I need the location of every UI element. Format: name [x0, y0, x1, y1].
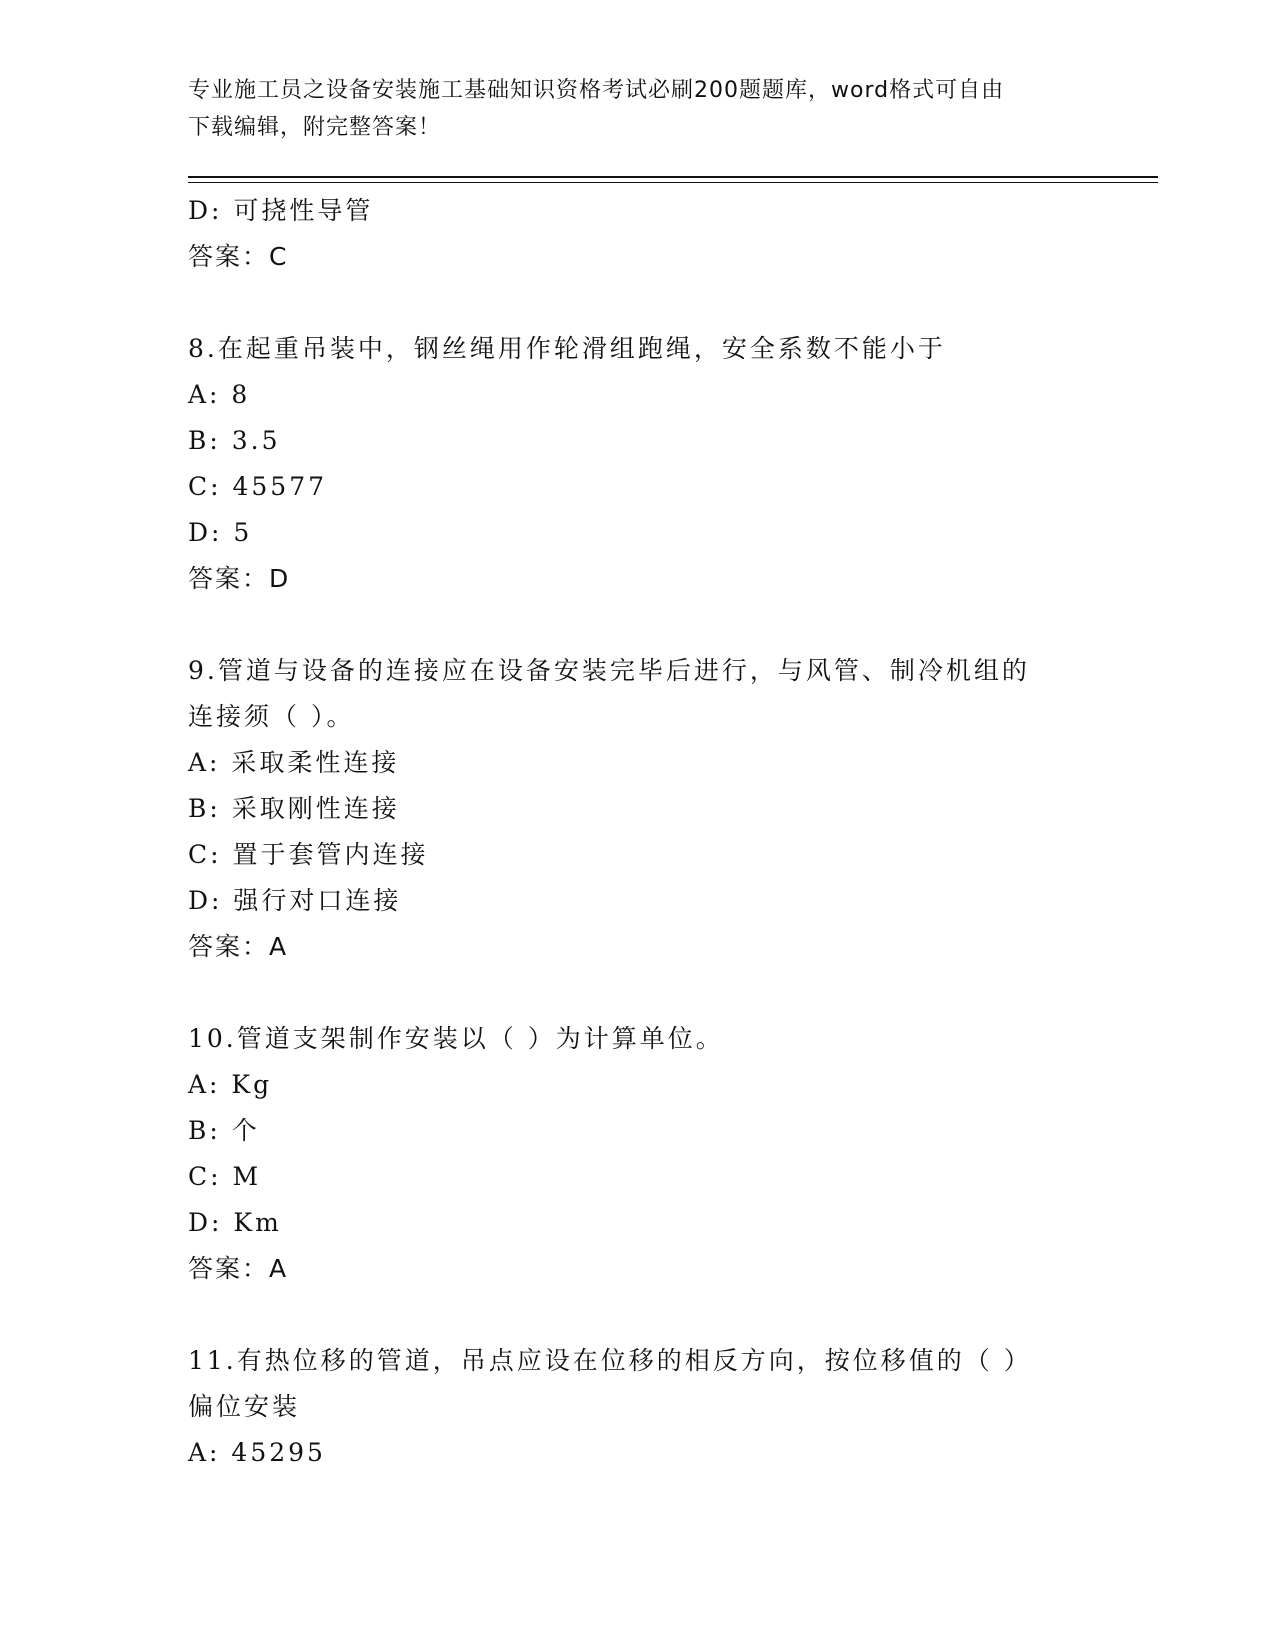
answer-line: 答案：C	[188, 242, 289, 271]
option-a: A: 采取柔性连接	[188, 748, 400, 777]
question-stem-continued: 偏位安装	[188, 1392, 301, 1421]
answer-line: 答案：A	[188, 932, 289, 961]
question-11	[188, 1338, 1088, 1476]
question-9	[188, 648, 1088, 970]
option-d: D: 可挠性导管	[188, 196, 374, 225]
option-c: C: M	[188, 1162, 262, 1191]
question-stem: 11.有热位移的管道，吊点应设在位移的相反方向，按位移值的（ ）	[188, 1346, 1032, 1375]
question-list	[188, 188, 1088, 1476]
header-line-2: 下载编辑，附完整答案！	[188, 115, 442, 140]
option-c: C: 置于套管内连接	[188, 840, 429, 869]
option-d: D: 强行对口连接	[188, 886, 402, 915]
carryover-question	[188, 188, 1088, 280]
document-header	[188, 72, 1068, 146]
question-8	[188, 326, 1088, 602]
option-b: B: 个	[188, 1116, 260, 1145]
question-stem-continued: 连接须（ ）。	[188, 702, 355, 731]
answer-line: 答案：D	[188, 564, 291, 593]
option-a: A: Kg	[188, 1070, 273, 1099]
option-d: D: Km	[188, 1208, 282, 1237]
option-b: B: 3.5	[188, 426, 281, 455]
option-c: C: 45577	[188, 472, 328, 501]
answer-line: 答案：A	[188, 1254, 289, 1283]
question-stem: 10.管道支架制作安装以（ ）为计算单位。	[188, 1024, 724, 1053]
option-d: D: 5	[188, 518, 253, 547]
question-10	[188, 1016, 1088, 1292]
option-a: A: 45295	[188, 1438, 326, 1467]
question-stem: 8.在起重吊装中，钢丝绳用作轮滑组跑绳，安全系数不能小于	[188, 334, 946, 363]
option-b: B: 采取刚性连接	[188, 794, 400, 823]
header-divider-thick	[188, 176, 1158, 178]
header-line-1: 专业施工员之设备安装施工基础知识资格考试必刷200题题库，word格式可自由	[188, 78, 1005, 103]
question-stem: 9.管道与设备的连接应在设备安装完毕后进行，与风管、制冷机组的	[188, 656, 1030, 685]
header-divider-thin	[188, 182, 1158, 183]
option-a: A: 8	[188, 380, 251, 409]
